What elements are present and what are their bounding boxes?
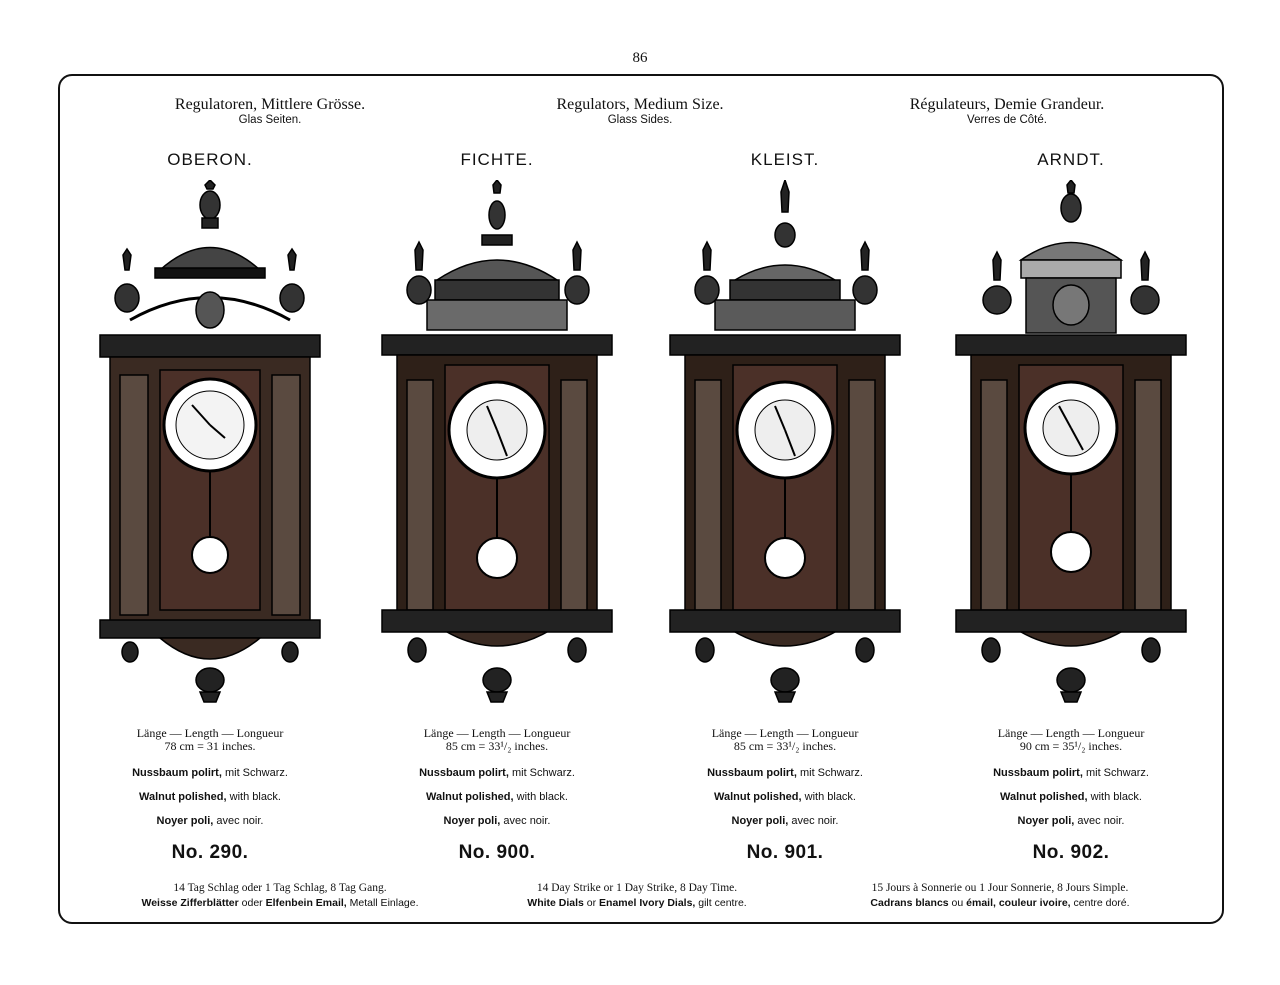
header-subtitle: Glas Seiten. <box>238 114 302 126</box>
model-number: No. 902. <box>1032 842 1110 863</box>
footer-dial-text <box>100 896 460 911</box>
page-number: 86 <box>632 50 648 66</box>
clock-specs <box>665 727 905 833</box>
footer-text: ou <box>948 897 967 909</box>
clock-specs <box>377 727 617 833</box>
footer-strike-text: 14 Tag Schlag oder 1 Tag Schlag, 8 Tag Gang. <box>173 882 387 894</box>
clock-illustration-arndt <box>951 180 1191 710</box>
finish-rest: with black. <box>226 791 281 803</box>
footer-dial-text <box>820 896 1180 911</box>
model-number: No. 900. <box>458 842 536 863</box>
finish-german <box>377 761 617 785</box>
finish-rest: avec noir. <box>1074 815 1125 827</box>
finish-german <box>90 761 330 785</box>
clock-illustration-kleist <box>665 180 905 710</box>
dimensions-value: 85 cm = 33¹/₂ inches. <box>733 739 837 753</box>
clock-specs <box>951 727 1191 833</box>
finish-rest: with black. <box>1087 791 1142 803</box>
footer-bold: Cadrans blancs <box>870 897 949 909</box>
header-german <box>120 96 420 127</box>
finish-bold: Noyer poli, <box>1017 815 1075 827</box>
finish-rest: avec noir. <box>788 815 839 827</box>
clock-illustration-fichte <box>377 180 617 710</box>
footer-strike-text: 15 Jours à Sonnerie ou 1 Jour Sonnerie, 8 Jours Simple. <box>871 882 1129 894</box>
finish-bold: Walnut polished, <box>425 791 514 803</box>
finish-bold: Nussbaum polirt, <box>419 767 509 779</box>
finish-english <box>377 785 617 809</box>
footer-text: centre doré. <box>1070 897 1130 909</box>
model-number: No. 901. <box>746 842 824 863</box>
finish-english <box>951 785 1191 809</box>
footer-bold: Weisse Zifferblätter <box>141 897 239 909</box>
finish-bold: Nussbaum polirt, <box>993 767 1083 779</box>
finish-rest: avec noir. <box>213 815 264 827</box>
finish-rest: avec noir. <box>500 815 551 827</box>
dimensions-value: 78 cm = 31 inches. <box>164 739 256 753</box>
footer-text: gilt centre. <box>695 897 747 909</box>
footer-text: oder <box>238 897 266 909</box>
finish-german <box>951 761 1191 785</box>
finish-rest: mit Schwarz. <box>1082 767 1149 779</box>
model-number: No. 290. <box>171 842 249 863</box>
header-title: Regulators, Medium Size. <box>556 96 724 113</box>
footer-dial-text <box>457 896 817 911</box>
footer-bold: Elfenbein Email, <box>265 897 347 909</box>
footer-text: Metall Einlage. <box>346 897 419 909</box>
finish-english <box>665 785 905 809</box>
finish-bold: Walnut polished, <box>138 791 227 803</box>
header-title: Régulateurs, Demie Grandeur. <box>909 96 1105 113</box>
footer-bold: émail, couleur ivoire, <box>966 897 1071 909</box>
finish-rest: with black. <box>801 791 856 803</box>
clock-name: OBERON. <box>167 150 253 169</box>
clock-illustration-oberon <box>90 180 330 710</box>
finish-bold: Walnut polished, <box>713 791 802 803</box>
finish-bold: Noyer poli, <box>156 815 214 827</box>
finish-bold: Walnut polished, <box>999 791 1088 803</box>
finish-rest: with black. <box>513 791 568 803</box>
header-title: Regulatoren, Mittlere Grösse. <box>174 96 366 113</box>
footer-english <box>457 880 817 911</box>
finish-french <box>665 809 905 833</box>
dimensions-value: 85 cm = 33¹/₂ inches. <box>445 739 549 753</box>
clock-name: ARNDT. <box>1037 150 1105 169</box>
footer-french <box>820 880 1180 911</box>
finish-bold: Nussbaum polirt, <box>707 767 797 779</box>
dimensions-value: 90 cm = 35¹/₂ inches. <box>1019 739 1123 753</box>
dimensions-label: Länge — Length — Longueur <box>711 726 859 740</box>
dimensions-label: Länge — Length — Longueur <box>136 726 284 740</box>
finish-rest: mit Schwarz. <box>796 767 863 779</box>
finish-bold: Nussbaum polirt, <box>132 767 222 779</box>
finish-french <box>951 809 1191 833</box>
header-subtitle: Verres de Côté. <box>967 114 1047 126</box>
header-subtitle: Glass Sides. <box>607 114 673 126</box>
footer-bold: Enamel Ivory Dials, <box>599 897 696 909</box>
header-english <box>490 96 790 127</box>
finish-rest: mit Schwarz. <box>508 767 575 779</box>
footer-bold: White Dials <box>527 897 584 909</box>
finish-french <box>377 809 617 833</box>
finish-rest: mit Schwarz. <box>221 767 288 779</box>
footer-german <box>100 880 460 911</box>
clock-specs <box>90 727 330 833</box>
footer-text: or <box>583 897 600 909</box>
finish-english <box>90 785 330 809</box>
finish-bold: Noyer poli, <box>731 815 789 827</box>
clock-name: FICHTE. <box>460 150 534 169</box>
dimensions-label: Länge — Length — Longueur <box>423 726 571 740</box>
clock-name: KLEIST. <box>750 150 820 169</box>
finish-bold: Noyer poli, <box>443 815 501 827</box>
header-french <box>857 96 1157 127</box>
dimensions-label: Länge — Length — Longueur <box>997 726 1145 740</box>
finish-french <box>90 809 330 833</box>
finish-german <box>665 761 905 785</box>
footer-strike-text: 14 Day Strike or 1 Day Strike, 8 Day Time. <box>536 882 738 894</box>
